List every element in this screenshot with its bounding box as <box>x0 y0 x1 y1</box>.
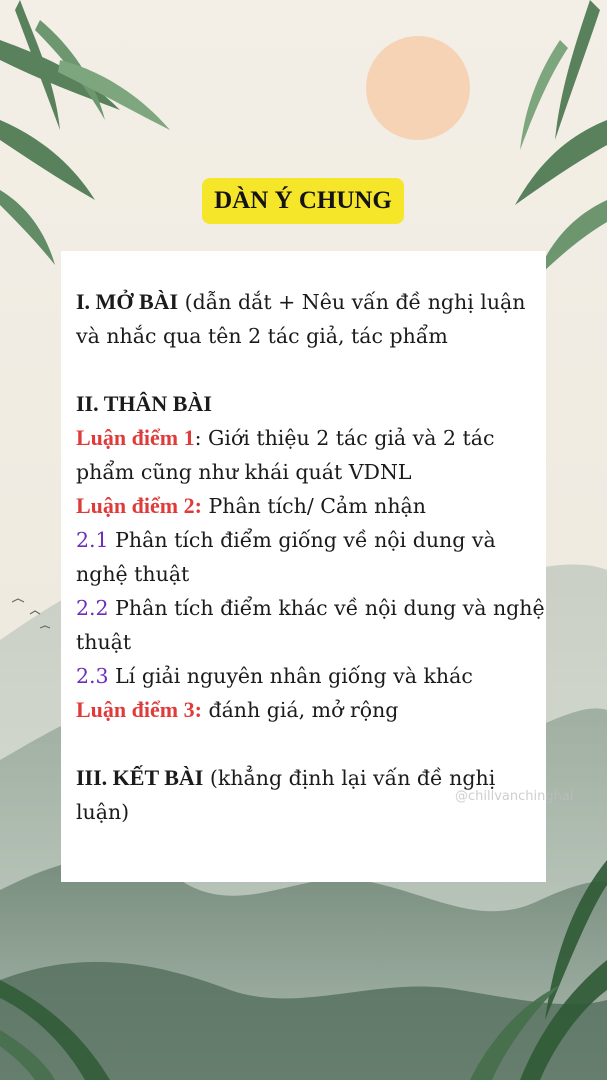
luan-diem-3-label: Luận điểm 3: <box>76 697 202 722</box>
sub-point-2-1-number: 2.1 <box>76 528 109 552</box>
sub-point-2-3-number: 2.3 <box>76 664 109 688</box>
luan-diem-1-line-2: phẩm cũng như khái quát VDNL <box>76 460 412 484</box>
luan-diem-2-label: Luận điểm 2: <box>76 493 202 518</box>
mo-bai-heading: I. MỞ BÀI <box>76 289 179 314</box>
sub-point-2-2-line-2: thuật <box>76 630 132 654</box>
title-text: DÀN Ý CHUNG <box>214 187 392 214</box>
luan-diem-2-text: Phân tích/ Cảm nhận <box>208 494 426 518</box>
luan-diem-1-line-1 <box>76 421 546 455</box>
luan-diem-3-text: đánh giá, mở rộng <box>208 698 399 722</box>
sub-point-2-1-text: Phân tích điểm giống về nội dung và <box>115 528 496 552</box>
watermark-text: @chillvanchinghai <box>455 789 574 804</box>
sub-point-2-2-text: Phân tích điểm khác về nội dung và nghệ <box>115 596 545 620</box>
sub-point-2-3-text: Lí giải nguyên nhân giống và khác <box>115 664 473 688</box>
than-bai-heading: II. THÂN BÀI <box>76 391 212 416</box>
sub-point-2-2-number: 2.2 <box>76 596 109 620</box>
title-badge <box>202 178 404 224</box>
mo-bai-text: (dẫn dắt + Nêu vấn đề nghị luận <box>184 290 526 314</box>
luan-diem-2-line <box>76 489 546 523</box>
sub-point-2-1-line-2: nghệ thuật <box>76 562 190 586</box>
sub-point-2-2-line-1 <box>76 591 546 625</box>
mo-bai-line-2: và nhắc qua tên 2 tác giả, tác phẩm <box>76 324 448 348</box>
outline-content <box>76 285 546 829</box>
spacer <box>76 727 546 761</box>
luan-diem-1-label: Luận điểm 1 <box>76 425 195 450</box>
ket-bai-line-2: luận) <box>76 800 130 824</box>
luan-diem-3-line <box>76 693 546 727</box>
watermark <box>455 789 573 804</box>
outline-card <box>61 251 546 882</box>
sub-point-2-3-line <box>76 659 546 693</box>
spacer <box>76 353 546 387</box>
ket-bai-text: (khẳng định lại vấn đề nghị <box>209 766 496 790</box>
mo-bai-line-1 <box>76 285 546 319</box>
ket-bai-heading: III. KẾT BÀI <box>76 765 204 790</box>
sub-point-2-1-line-1 <box>76 523 546 557</box>
luan-diem-1-text: : Giới thiệu 2 tác giả và 2 tác <box>194 426 495 450</box>
sun <box>366 36 470 140</box>
